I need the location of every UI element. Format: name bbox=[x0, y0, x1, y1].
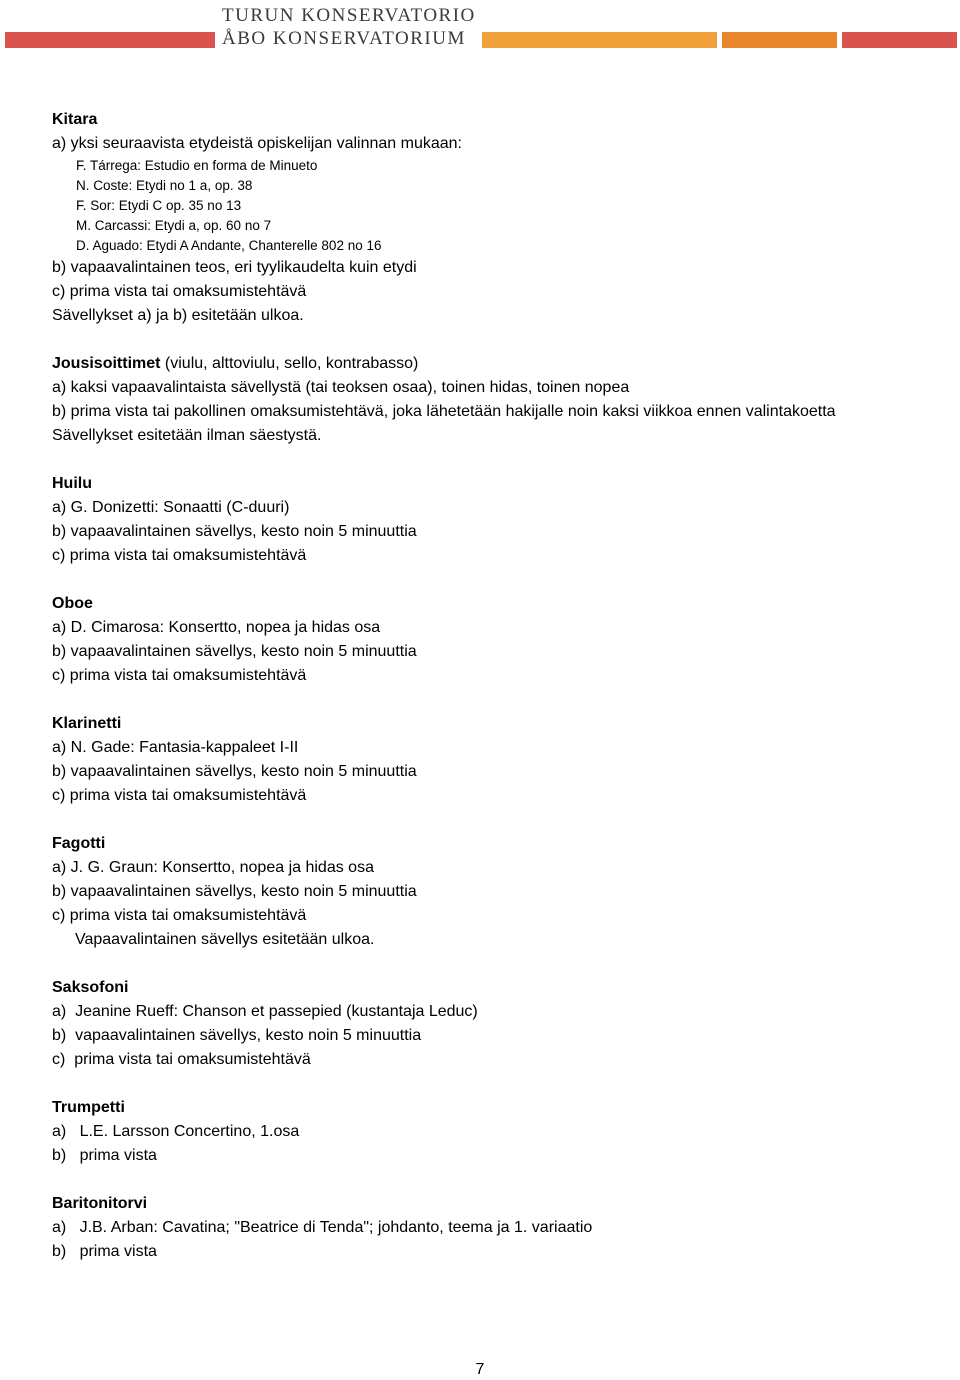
section-title: Oboe bbox=[52, 595, 93, 612]
item-a: a) J. G. Graun: Konsertto, nopea ja hidas osa bbox=[52, 859, 374, 876]
section-title: Jousisoittimet bbox=[52, 355, 161, 372]
section-oboe bbox=[52, 592, 932, 688]
section-fagotti bbox=[52, 832, 932, 952]
logo-line-swedish: ÅBO KONSERVATORIUM bbox=[222, 28, 466, 49]
item-a: a) L.E. Larsson Concertino, 1.osa bbox=[52, 1123, 300, 1140]
item-c: c) prima vista tai omaksumistehtävä bbox=[52, 283, 307, 300]
header-color-bars bbox=[0, 32, 960, 48]
etude-item: D. Aguado: Etydi A Andante, Chanterelle 802 no 16 bbox=[76, 238, 382, 253]
section-huilu bbox=[52, 472, 932, 568]
item-c: c) prima vista tai omaksumistehtävä bbox=[52, 547, 307, 564]
section-title: Saksofoni bbox=[52, 979, 129, 996]
section-klarinetti bbox=[52, 712, 932, 808]
section-note: Vapaavalintainen sävellys esitetään ulkoa. bbox=[75, 931, 375, 948]
etude-item: F. Tárrega: Estudio en forma de Minueto bbox=[76, 158, 318, 173]
page-header bbox=[0, 0, 960, 52]
header-bar-4 bbox=[722, 32, 837, 48]
section-title-line bbox=[52, 352, 932, 376]
section-trumpetti bbox=[52, 1096, 932, 1168]
item-b: b) vapaavalintainen sävellys, kesto noin 5 minuuttia bbox=[52, 1027, 422, 1044]
item-c: c) prima vista tai omaksumistehtävä bbox=[52, 1051, 311, 1068]
page-number: 7 bbox=[475, 1361, 485, 1378]
section-title: Kitara bbox=[52, 111, 98, 128]
section-saksofoni bbox=[52, 976, 932, 1072]
section-title: Baritonitorvi bbox=[52, 1195, 148, 1212]
item-a: a) Jeanine Rueff: Chanson et passepied (kustantaja Leduc) bbox=[52, 1003, 478, 1020]
header-bar-5 bbox=[842, 32, 957, 48]
section-title: Huilu bbox=[52, 475, 92, 492]
item-b: b) prima vista bbox=[52, 1243, 157, 1260]
document-body bbox=[52, 108, 932, 1288]
item-b: b) prima vista bbox=[52, 1147, 157, 1164]
item-a: a) yksi seuraavista etydeistä opiskelijan valinnan mukaan: bbox=[52, 135, 462, 152]
item-b: b) vapaavalintainen teos, eri tyylikaudelta kuin etydi bbox=[52, 259, 417, 276]
header-bar-1 bbox=[5, 32, 215, 48]
item-a: a) J.B. Arban: Cavatina; "Beatrice di Tenda"; johdanto, teema ja 1. variaatio bbox=[52, 1219, 593, 1236]
section-baritonitorvi bbox=[52, 1192, 932, 1264]
section-title: Trumpetti bbox=[52, 1099, 125, 1116]
header-bar-3 bbox=[482, 32, 717, 48]
item-a: a) kaksi vapaavalintaista sävellystä (tai teoksen osaa), toinen hidas, toinen nopea bbox=[52, 379, 630, 396]
item-c: c) prima vista tai omaksumistehtävä bbox=[52, 907, 307, 924]
item-a: a) D. Cimarosa: Konsertto, nopea ja hidas osa bbox=[52, 619, 381, 636]
item-a: a) N. Gade: Fantasia-kappaleet I-II bbox=[52, 739, 299, 756]
logo-line-finnish: TURUN KONSERVATORIO bbox=[222, 5, 476, 26]
section-title: Klarinetti bbox=[52, 715, 122, 732]
etude-item: M. Carcassi: Etydi a, op. 60 no 7 bbox=[76, 218, 272, 233]
section-kitara bbox=[52, 108, 932, 328]
section-title-detail: (viulu, alttoviulu, sello, kontrabasso) bbox=[160, 355, 419, 372]
item-c: c) prima vista tai omaksumistehtävä bbox=[52, 787, 307, 804]
item-b: b) vapaavalintainen sävellys, kesto noin 5 minuuttia bbox=[52, 883, 417, 900]
etude-item: F. Sor: Etydi C op. 35 no 13 bbox=[76, 198, 242, 213]
section-note: Sävellykset esitetään ilman säestystä. bbox=[52, 427, 322, 444]
item-b: b) prima vista tai pakollinen omaksumistehtävä, joka lähetetään hakijalle noin kaksi viikkoa ennen valintakoetta bbox=[52, 403, 836, 420]
section-jousisoittimet bbox=[52, 352, 932, 448]
item-a: a) G. Donizetti: Sonaatti (C-duuri) bbox=[52, 499, 290, 516]
section-title: Fagotti bbox=[52, 835, 106, 852]
item-c: c) prima vista tai omaksumistehtävä bbox=[52, 667, 307, 684]
item-b: b) vapaavalintainen sävellys, kesto noin 5 minuuttia bbox=[52, 523, 417, 540]
item-b: b) vapaavalintainen sävellys, kesto noin 5 minuuttia bbox=[52, 763, 417, 780]
etude-item: N. Coste: Etydi no 1 a, op. 38 bbox=[76, 178, 253, 193]
item-b: b) vapaavalintainen sävellys, kesto noin 5 minuuttia bbox=[52, 643, 417, 660]
section-note: Sävellykset a) ja b) esitetään ulkoa. bbox=[52, 307, 304, 324]
